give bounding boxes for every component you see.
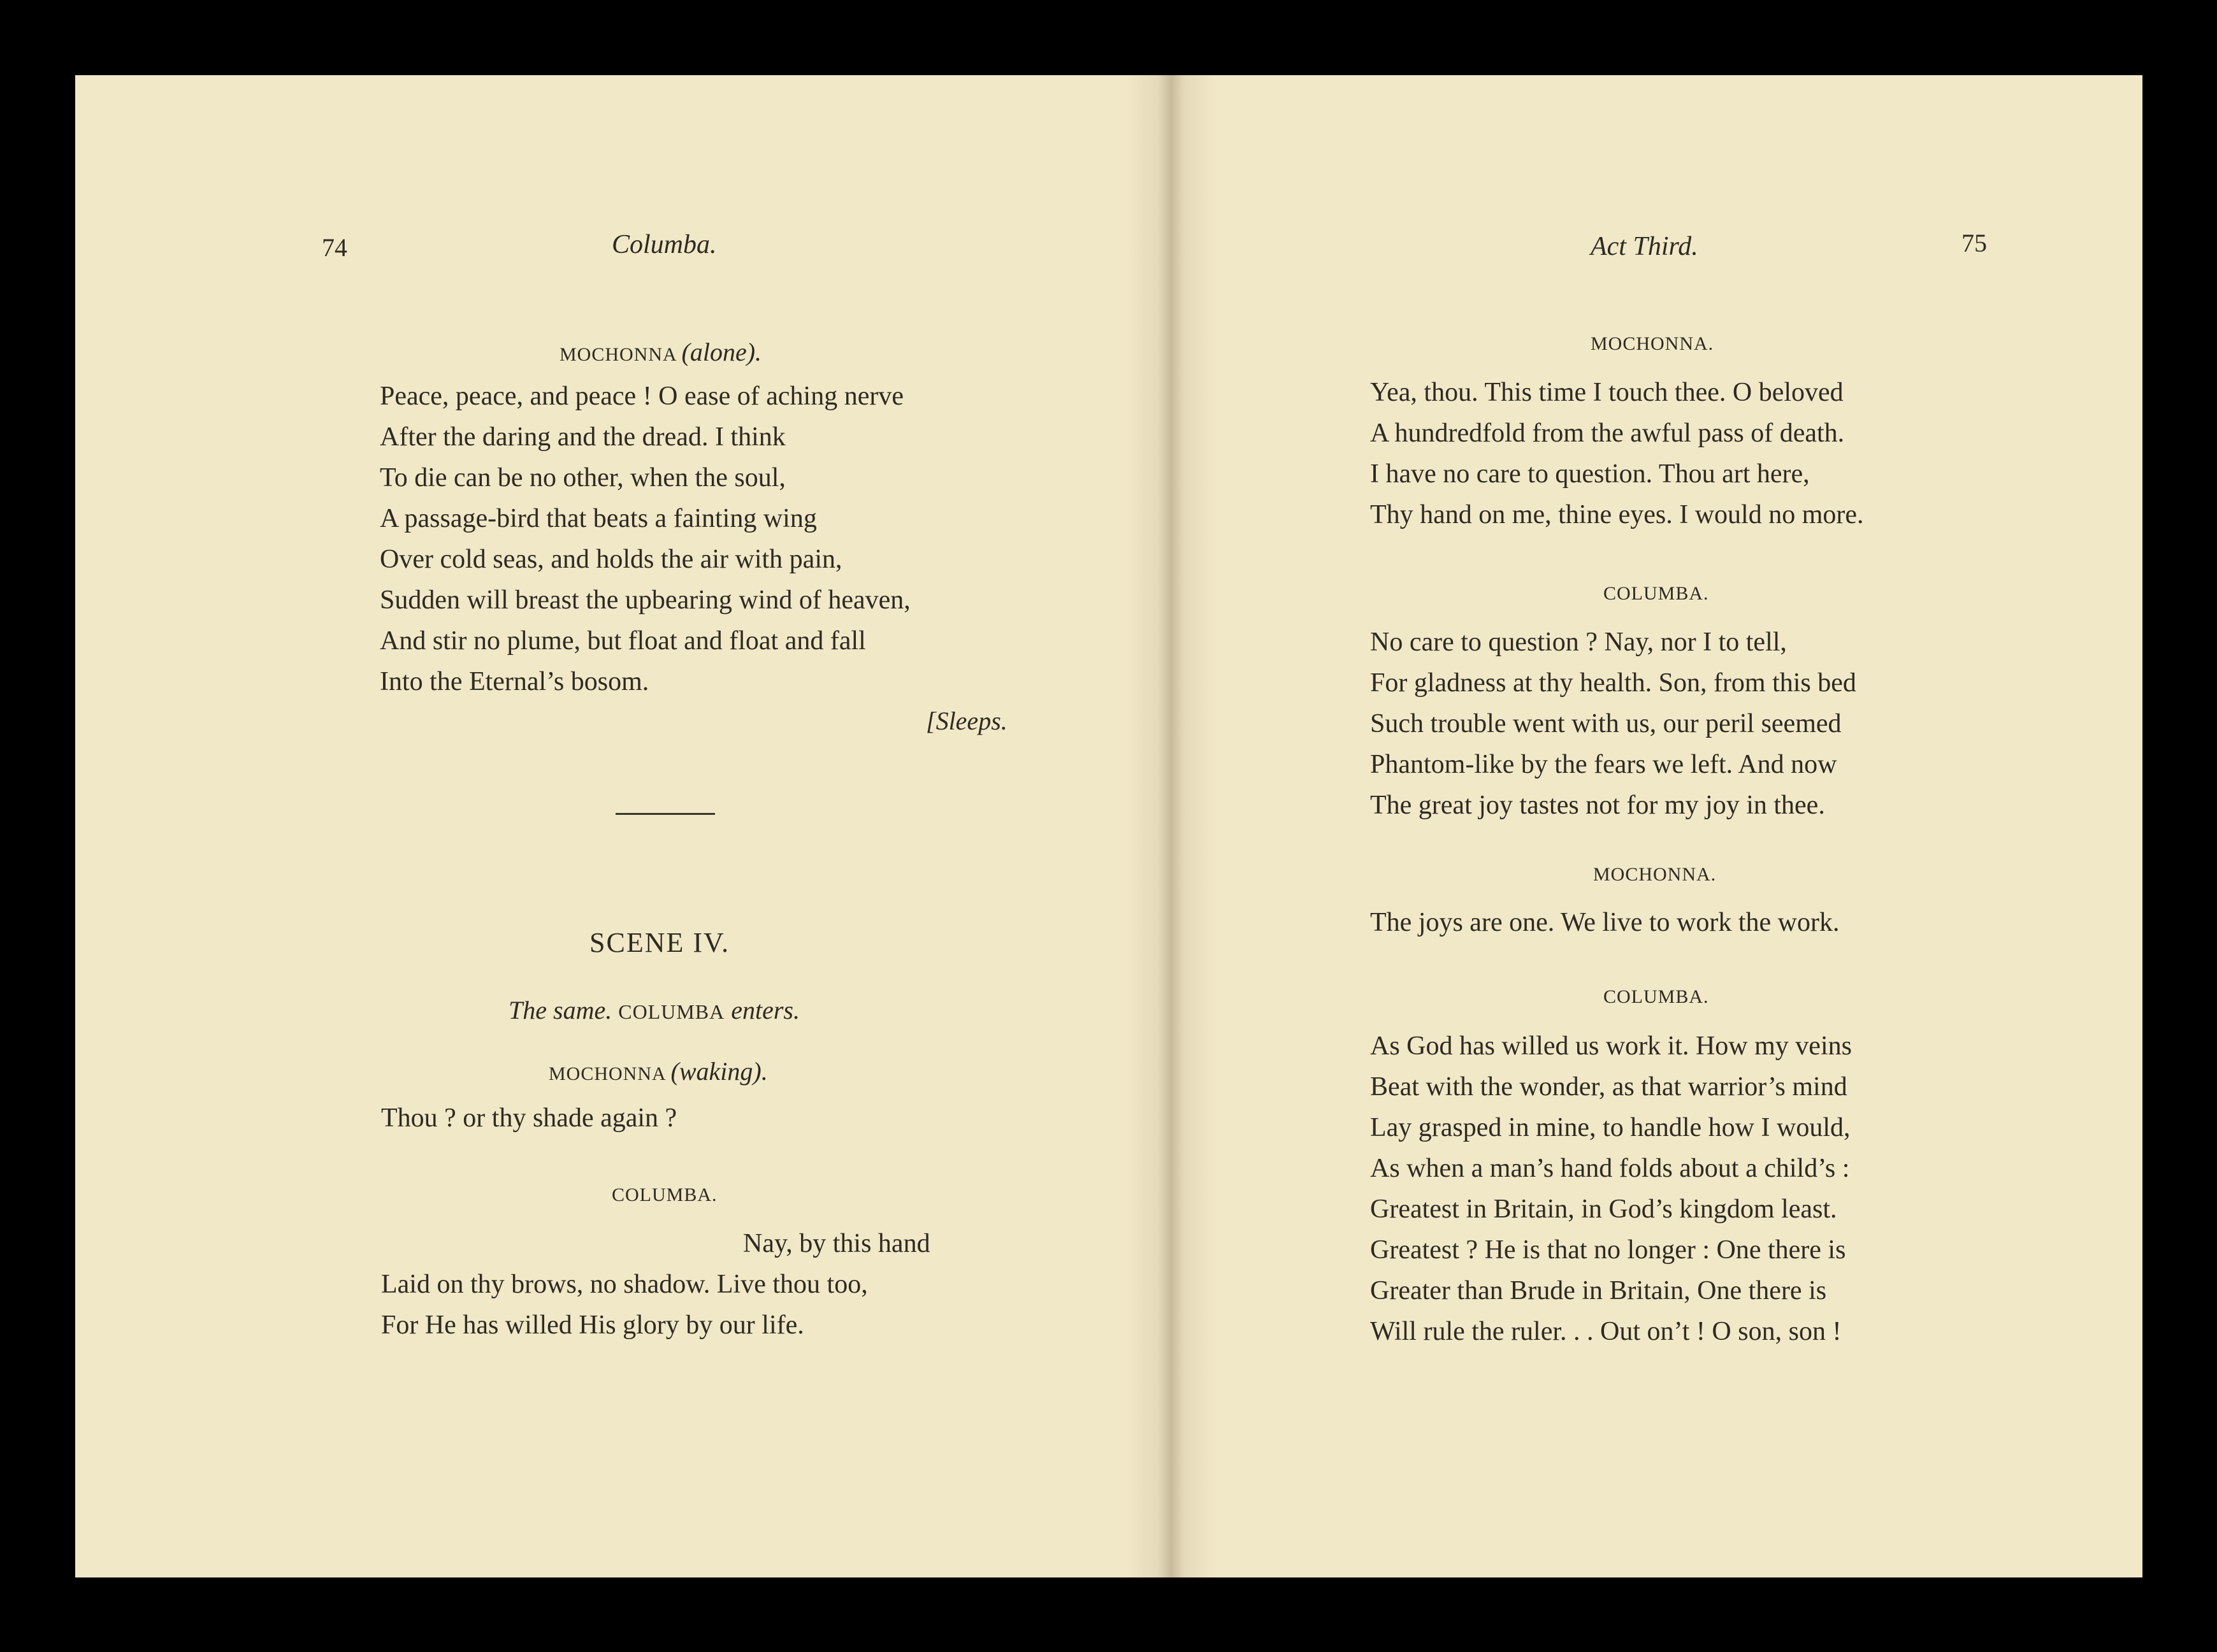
verse-line: Beat with the wonder, as that warrior’s mind (1370, 1072, 1847, 1102)
verse-line: For gladness at thy health. Son, from this bed (1370, 668, 1856, 698)
stage-direction-place: The same. (509, 996, 612, 1024)
stage-direction-action: enters. (731, 996, 800, 1024)
stage-exit: [Sleeps. (926, 707, 1007, 735)
verse-line: Peace, peace, and peace ! O ease of aching nerve (380, 382, 904, 411)
verse-line: Yea, thou. This time I touch thee. O beloved (1370, 378, 1844, 407)
book-spread (75, 75, 2142, 1577)
speaker-mochonna-waking (549, 1056, 768, 1086)
speaker-columba: COLUMBA. (612, 1184, 718, 1205)
verse-line: A passage-bird that beats a fainting wing (380, 504, 817, 533)
verse-line: Will rule the ruler. . . Out on’t ! O son, son ! (1370, 1317, 1842, 1346)
speech-verse-3 (381, 1264, 868, 1346)
verse-line: Thy hand on me, thine eyes. I would no more. (1370, 500, 1864, 529)
speech-verse-1 (380, 376, 911, 702)
verse-line: Greatest ? He is that no longer : One there is (1370, 1235, 1846, 1265)
verse-line: Thou ? or thy shade again ? (381, 1103, 677, 1133)
verse-line: As God has willed us work it. How my veins (1370, 1031, 1852, 1061)
speaker-columba: COLUMBA. (1603, 986, 1709, 1007)
section-divider (616, 813, 715, 815)
speaker-mochonna-alone (560, 337, 762, 367)
verse-line: Into the Eternal’s bosom. (380, 667, 649, 696)
running-head-right: Act Third. (1591, 232, 1698, 261)
speech-verse-r4 (1370, 1026, 1852, 1352)
speech-verse-r2 (1370, 622, 1856, 826)
speaker-name: MOCHONNA (560, 344, 677, 365)
verse-line: I have no care to question. Thou art here, (1370, 459, 1810, 489)
verse-line-indented: Nay, by this hand (743, 1229, 930, 1258)
verse-line: After the daring and the dread. I think (380, 422, 786, 452)
verse-line: The great joy tastes not for my joy in thee. (1370, 791, 1825, 820)
verse-line: Such trouble went with us, our peril seemed (1370, 709, 1842, 738)
scene-stage-direction (509, 995, 800, 1025)
verse-line: Sudden will breast the upbearing wind of heaven, (380, 585, 911, 615)
verse-line: Greater than Brude in Britain, One there is (1370, 1276, 1827, 1305)
stage-direction-name: COLUMBA (618, 1000, 725, 1023)
speaker-mochonna: MOCHONNA. (1591, 333, 1714, 354)
book-gutter (1127, 75, 1216, 1577)
scene-title: SCENE IV. (589, 927, 730, 958)
verse-line: To die can be no other, when the soul, (380, 463, 786, 492)
verse-line: A hundredfold from the awful pass of death. (1370, 419, 1845, 448)
verse-line: Laid on thy brows, no shadow. Live thou too, (381, 1270, 868, 1299)
page-number-right: 75 (1961, 229, 1987, 257)
speaker-name: MOCHONNA (549, 1063, 666, 1084)
verse-line: Over cold seas, and holds the air with pain, (380, 545, 842, 574)
verse-line: Lay grasped in mine, to handle how I would, (1370, 1113, 1851, 1142)
speech-verse-r3 (1370, 902, 1839, 943)
speaker-direction: (alone). (681, 338, 762, 366)
verse-line: As when a man’s hand folds about a child’s : (1370, 1154, 1850, 1183)
verse-line: No care to question ? Nay, nor I to tell, (1370, 628, 1787, 657)
verse-line: Phantom-like by the fears we left. And now (1370, 750, 1837, 779)
verse-line: And stir no plume, but float and float and fall (380, 626, 866, 656)
verse-line: The joys are one. We live to work the work. (1370, 908, 1840, 937)
speech-verse-2 (381, 1098, 677, 1138)
speaker-direction: (waking). (670, 1057, 768, 1086)
page-number-left: 74 (322, 233, 347, 262)
verse-line: Greatest in Britain, in God’s kingdom least. (1370, 1195, 1837, 1224)
speaker-columba: COLUMBA. (1603, 583, 1709, 604)
speaker-mochonna: MOCHONNA. (1593, 864, 1717, 885)
verse-line: For He has willed His glory by our life. (381, 1311, 804, 1340)
speech-verse-r1 (1370, 372, 1864, 535)
running-head-left: Columba. (612, 230, 717, 259)
